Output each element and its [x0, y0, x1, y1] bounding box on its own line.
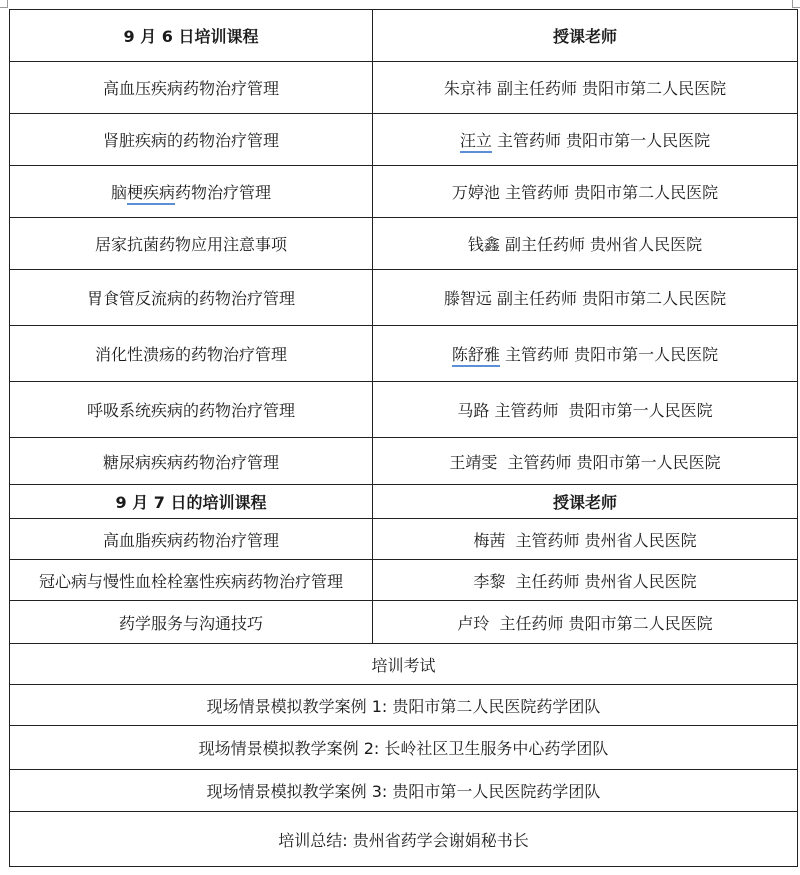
course-text-underlined: 梗疾病 — [127, 183, 175, 205]
teacher-name: 滕智远 — [443, 289, 492, 308]
course-cell: 糖尿病疾病药物治疗管理 — [10, 438, 373, 485]
summary-cell: 培训总结: 贵州省药学会谢娟秘书长 — [10, 812, 798, 867]
training-schedule-table — [9, 9, 798, 867]
course-cell: 居家抗菌药物应用注意事项 — [10, 218, 373, 270]
teacher-cell — [373, 382, 798, 438]
teacher-detail: 主管药师 贵阳市第一人民医院 — [497, 452, 721, 472]
teacher-cell — [373, 326, 798, 382]
course-text: 脑 — [110, 183, 127, 202]
page-corner-mark — [792, 0, 800, 8]
course-cell: 呼吸系统疾病的药物治疗管理 — [10, 382, 373, 438]
course-cell: 胃食管反流病的药物治疗管理 — [10, 270, 373, 326]
exam-cell: 培训考试 — [10, 644, 798, 685]
table-row — [10, 601, 798, 644]
teacher-cell: 梅茜 主管药师 贵州省人民医院 — [373, 519, 798, 560]
table-row — [10, 685, 798, 726]
page-corner-mark — [0, 0, 8, 8]
course-text: 药物治疗管理 — [175, 183, 272, 202]
table-row — [10, 270, 798, 326]
teacher-detail: 主管药师 贵阳市第一人民医院 — [491, 131, 711, 150]
teacher-name: 陈舒雅 — [452, 345, 500, 367]
teacher-detail: 副主任药师 贵阳市第二人民医院 — [491, 289, 727, 308]
teacher-name: 王靖雯 — [449, 452, 498, 472]
course-cell: 肾脏疾病的药物治疗管理 — [10, 114, 373, 166]
day1-course-header: 9 月 6 日培训课程 — [10, 10, 373, 62]
table-row — [10, 166, 798, 218]
case-cell: 现场情景模拟教学案例 1: 贵阳市第二人民医院药学团队 — [10, 685, 798, 726]
teacher-cell — [373, 114, 798, 166]
table-row — [10, 438, 798, 485]
table-row — [10, 726, 798, 770]
teacher-name: 马路 — [457, 401, 490, 420]
teacher-detail: 主管药师 贵阳市第一人民医院 — [489, 401, 713, 420]
case-cell: 现场情景模拟教学案例 3: 贵阳市第一人民医院药学团队 — [10, 770, 798, 812]
course-cell: 消化性溃疡的药物治疗管理 — [10, 326, 373, 382]
table-row — [10, 812, 798, 867]
teacher-cell — [373, 218, 798, 270]
table-row — [10, 560, 798, 601]
course-cell: 药学服务与沟通技巧 — [10, 601, 373, 644]
table-row — [10, 770, 798, 812]
teacher-cell: 卢玲 主任药师 贵阳市第二人民医院 — [373, 601, 798, 644]
table-header-row — [10, 485, 798, 519]
teacher-cell — [373, 166, 798, 218]
teacher-name: 万婷池 — [451, 183, 500, 202]
table-row — [10, 382, 798, 438]
day2-course-header: 9 月 7 日的培训课程 — [10, 485, 373, 519]
table-header-row — [10, 10, 798, 62]
teacher-name: 汪立 — [460, 131, 492, 153]
teacher-cell: 李黎 主任药师 贵州省人民医院 — [373, 560, 798, 601]
case-cell: 现场情景模拟教学案例 2: 长岭社区卫生服务中心药学团队 — [10, 726, 798, 770]
teacher-detail: 副主任药师 贵州省人民医院 — [499, 235, 703, 254]
day1-teacher-header: 授课老师 — [373, 10, 798, 62]
teacher-detail: 主管药师 贵阳市第一人民医院 — [499, 345, 719, 364]
table-row — [10, 218, 798, 270]
teacher-cell — [373, 270, 798, 326]
course-cell: 冠心病与慢性血栓栓塞性疾病药物治疗管理 — [10, 560, 373, 601]
course-cell — [10, 166, 373, 218]
day2-teacher-header: 授课老师 — [373, 485, 798, 519]
teacher-detail: 主管药师 贵阳市第二人民医院 — [499, 183, 719, 202]
table-row — [10, 62, 798, 114]
teacher-cell — [373, 62, 798, 114]
teacher-detail: 副主任药师 贵阳市第二人民医院 — [491, 79, 727, 98]
table-row — [10, 519, 798, 560]
teacher-cell — [373, 438, 798, 485]
teacher-name: 朱京祎 — [443, 79, 492, 98]
table-row — [10, 114, 798, 166]
teacher-name: 钱鑫 — [467, 235, 500, 254]
course-cell: 高血脂疾病药物治疗管理 — [10, 519, 373, 560]
table-row — [10, 326, 798, 382]
table-row — [10, 644, 798, 685]
course-cell: 高血压疾病药物治疗管理 — [10, 62, 373, 114]
